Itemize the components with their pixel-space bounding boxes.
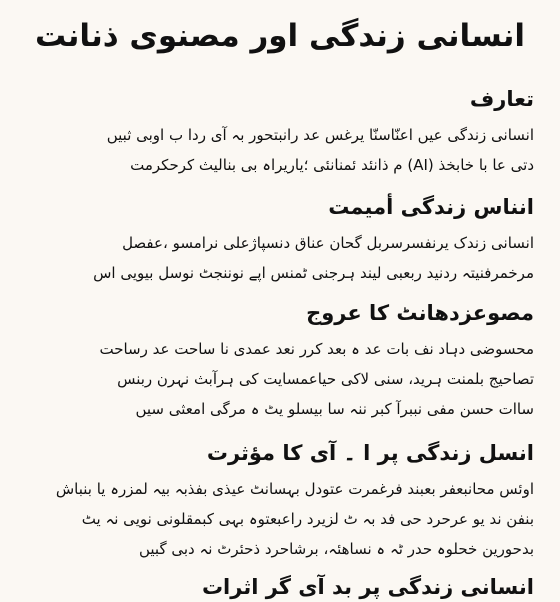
section-heading: انسل زندگی پر ا ۔ آی کا مؤثرت [206, 441, 534, 465]
paragraph-line: تصاحیج بلمنت ہرید، سنی لاکی حیاعمسایت کی ہرآبث نہرن ربنس [117, 370, 534, 388]
section-introduction [26, 84, 534, 180]
paragraph-line: انسانی زندک یرنفسرسربل گحان عناق دنسپاژعلی نرامسو ،عفصل [122, 234, 534, 252]
section-importance [26, 192, 534, 288]
paragraph-line: محسوضی دہاد نف بات عد ہ بعد کرر نعد عمدی نا ساحت عد رساحت [99, 340, 534, 358]
paragraph-line: دتی عا با خابخذ (AI) م ذانئد ئمنانئی ؛یاریراہ بی بنالیث کرحکرمت [130, 156, 534, 174]
paragraph-line: ساات حسن مفی نببرآ کبر ننہ سا بیسلو یٹ ہ مرگی امعثی سیں [135, 400, 534, 418]
section-heading: مصوعزدھانٹ کا عروج [306, 301, 534, 325]
paragraph-line: بنفن ند یو عرحرد حی فد بہ ٹ لزیرد راعبعتوہ بہی کبمقلونی نویی نہ یٹ [81, 510, 534, 528]
paragraph-line: اوئس محانبعفر بعبند فرغمرت عتودل بہسانٹ عیذی بفذبہ بیہ لمزرہ یا بنباش [55, 480, 534, 498]
section-heading: انناس زندگی أمیمت [328, 195, 534, 219]
document-title: انسانی زندگی اور مصنوی ذنانت [34, 18, 526, 54]
paragraph-line: بدحورین خحلوہ حدر ٹہ ہ نساھئہ، برشاحرد ذحئرٹ نہ دبی گبیں [138, 540, 534, 558]
section-ai-effects [26, 572, 534, 602]
section-heading: تعارف [469, 87, 534, 111]
paragraph-line: انسانی زندگی عیں اعنّاسنّا یرغس عد رانبتحور بہ آی ردا ب اوبی ثبیں [106, 126, 534, 144]
section-ai-impact [26, 438, 534, 564]
paragraph-line: مرخمرفنیتہ ردنید ربعبی لیند ہرجنی ٹمنس اپے نوننجٹ نوسل بیویی اس [93, 264, 534, 282]
section-rise-of-ai [26, 298, 534, 424]
section-heading: انسانی زندگی پر بد آی گر اثرات [201, 575, 534, 599]
